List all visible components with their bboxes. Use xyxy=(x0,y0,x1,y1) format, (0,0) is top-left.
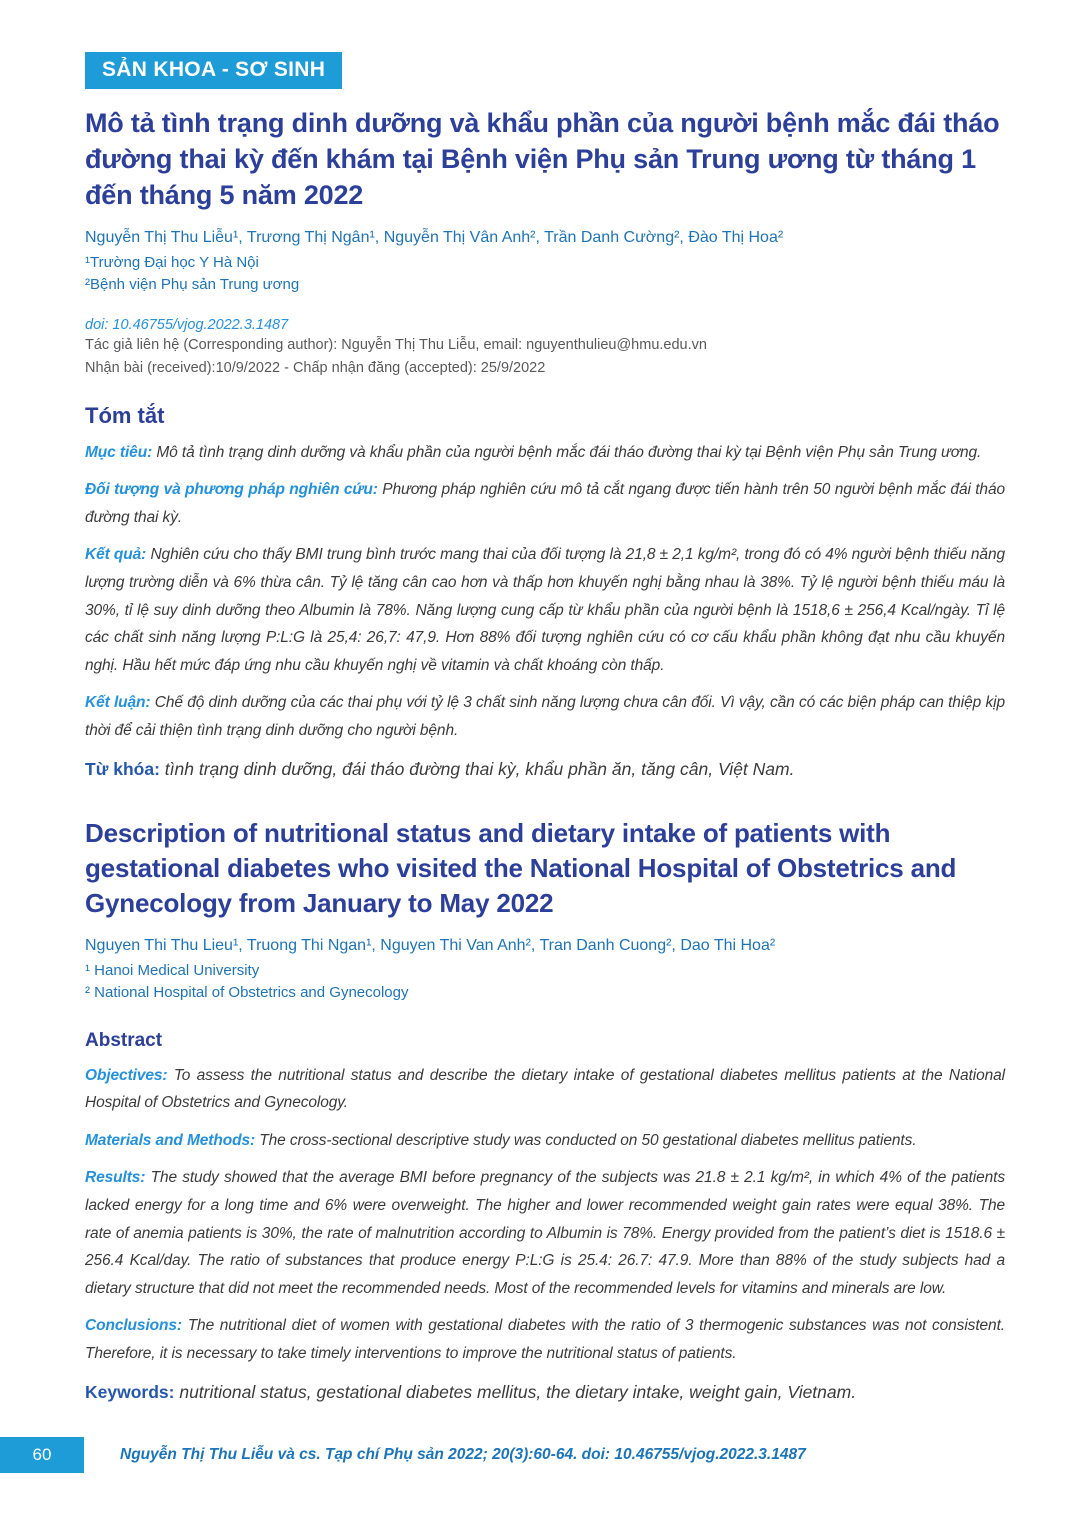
en-paragraph-results xyxy=(85,1164,1005,1302)
en-text-conclusions: The nutritional diet of women with gestational diabetes with the ratio of 3 thermogenic substances was not consistent. Therefore, it is necessary to take timely interventions to improve the nutritional status of patients. xyxy=(85,1317,1005,1362)
keywords-label-vietnamese: Từ khóa: xyxy=(85,759,160,780)
en-paragraph-methods xyxy=(85,1127,1005,1155)
abstract-heading-english: Abstract xyxy=(85,1029,163,1051)
vn-paragraph-objectives xyxy=(85,439,1005,467)
affiliations-english xyxy=(85,960,1005,1004)
vn-label-methods: Đối tượng và phương pháp nghiên cứu: xyxy=(85,481,378,499)
keywords-label-english: Keywords: xyxy=(85,1382,175,1403)
vn-paragraph-methods xyxy=(85,476,1005,531)
keywords-text-vietnamese: tình trạng dinh dưỡng, đái tháo đường thai kỳ, khẩu phần ăn, tăng cân, Việt Nam. xyxy=(164,759,795,780)
page-number-badge: 60 xyxy=(0,1437,84,1473)
footer-citation: Nguyễn Thị Thu Liễu và cs. Tạp chí Phụ sản 2022; 20(3):60-64. doi: 10.46755/vjog.2022.3.1487 xyxy=(120,1446,806,1463)
en-label-objectives: Objectives: xyxy=(85,1066,168,1084)
received-accepted-line: Nhận bài (received):10/9/2022 - Chấp nhận đăng (accepted): 25/9/2022 xyxy=(85,359,546,376)
authors-vietnamese: Nguyễn Thị Thu Liễu¹, Trương Thị Ngân¹, Nguyễn Thị Vân Anh², Trần Danh Cường², Đào Thị Hoa² xyxy=(85,228,784,246)
vn-text-conclusions: Chế độ dinh dưỡng của các thai phụ với tỷ lệ 3 chất sinh năng lượng chưa cân đối. Vì vậy, cần có các biện pháp can thiệp kịp thời để cải thiện tình trạng dinh dưỡng cho người bệnh. xyxy=(85,694,1005,739)
en-text-results: The study showed that the average BMI before pregnancy of the subjects was 21.8 ± 2.1 kg/m², in which 4% of the patients lacked energy for a long time and 6% were overweight. The higher and lower recommended weight gain rates were equal 38%. The rate of anemia patients is 30%, the rate of malnutrition according to Albumin is 78%. Energy provided from the patient’s diet is 1518.6 ± 256.4 Kcal/day. The ratio of substances that produce energy P:L:G is 25.4: 26.7: 47.9. More than 88% of the study subjects had a dietary structure that did not meet the recommended needs. Most of the recommended levels for vitamins and minerals are low. xyxy=(85,1169,1005,1297)
en-text-methods: The cross-sectional descriptive study was conducted on 50 gestational diabetes mellitus patients. xyxy=(259,1131,917,1149)
affiliation-2-vietnamese: ²Bệnh viện Phụ sản Trung ương xyxy=(85,275,300,293)
vn-paragraph-results xyxy=(85,541,1005,679)
vn-text-methods: Phương pháp nghiên cứu mô tả cắt ngang được tiến hành trên 50 người bệnh mắc đái tháo đường thai kỳ. xyxy=(85,481,1005,526)
vn-label-objectives: Mục tiêu: xyxy=(85,443,153,461)
en-label-methods: Materials and Methods: xyxy=(85,1131,256,1149)
keywords-text-english: nutritional status, gestational diabetes mellitus, the dietary intake, weight gain, Vietnam. xyxy=(179,1382,857,1403)
vn-label-results: Kết quả: xyxy=(85,546,147,564)
page-footer xyxy=(0,1437,1090,1473)
keywords-line-english xyxy=(85,1379,1005,1405)
en-text-objectives: To assess the nutritional status and describe the dietary intake of gestational diabetes mellitus patients at the National Hospital of Obstetrics and Gynecology. xyxy=(85,1066,1005,1112)
article-title-english: Description of nutritional status and dietary intake of patients with gestational diabetes who visited the National Hospital of Obstetrics and Gynecology from January to May 2022 xyxy=(85,817,957,919)
doi-link: doi: 10.46755/vjog.2022.3.1487 xyxy=(85,316,289,333)
vn-text-objectives: Mô tả tình trạng dinh dưỡng và khẩu phần của người bệnh mắc đái tháo đường thai kỳ tại Bệnh viện Phụ sản Trung ương. xyxy=(156,443,982,461)
en-label-conclusions: Conclusions: xyxy=(85,1317,182,1335)
corresponding-author-line: Tác giả liên hệ (Corresponding author): Nguyễn Thị Thu Liễu, email: nguyenthulieu@hmu.edu.vn xyxy=(85,336,707,353)
en-paragraph-objectives xyxy=(85,1062,1005,1117)
vn-paragraph-conclusions xyxy=(85,689,1005,744)
abstract-heading-vietnamese: Tóm tắt xyxy=(85,402,165,428)
affiliation-1-vietnamese: ¹Trường Đại học Y Hà Nội xyxy=(85,254,259,272)
en-paragraph-conclusions xyxy=(85,1312,1005,1367)
affiliation-1-english: ¹ Hanoi Medical University xyxy=(85,962,260,980)
affiliation-2-english: ² National Hospital of Obstetrics and Gynecology xyxy=(85,983,409,1001)
affiliations-vietnamese xyxy=(85,252,1005,296)
vn-text-results: Nghiên cứu cho thấy BMI trung bình trước mang thai của đối tượng là 21,8 ± 2,1 kg/m², trong đó có 4% người bệnh thiếu năng lượng trường diễn và 6% thừa cân. Tỷ lệ tăng cân cao hơn và thấp hơn khuyến nghị bằng nhau là 38%. Tỷ lệ người bệnh thiếu máu là 30%, tỉ lệ suy dinh dưỡng theo Albumin là 78%. Năng lượng cung cấp từ khẩu phần của người bệnh là 1518,6 ± 256,4 Kcal/ngày. Tỉ lệ các chất sinh năng lượng P:L:G là 25,4: 26,7: 47,9. Hơn 88% đối tượng nghiên cứu có cơ cấu khẩu phần không đạt nhu cầu khuyến nghị. Hầu hết mức đáp ứng nhu cầu khuyến nghị về vitamin và chất khoáng còn thấp. xyxy=(85,546,1005,674)
authors-english: Nguyen Thi Thu Lieu¹, Truong Thi Ngan¹, Nguyen Thi Van Anh², Tran Danh Cuong², Dao Thi Hoa² xyxy=(85,936,776,954)
keywords-line-vietnamese xyxy=(85,756,1005,782)
vn-label-conclusions: Kết luận: xyxy=(85,694,151,712)
article-title-vietnamese: Mô tả tình trạng dinh dưỡng và khẩu phần của người bệnh mắc đái tháo đường thai kỳ đến khám tại Bệnh viện Phụ sản Trung ương từ tháng 1 đến tháng 5 năm 2022 xyxy=(85,108,1000,210)
en-label-results: Results: xyxy=(85,1169,146,1187)
section-category-badge: SẢN KHOA - SƠ SINH xyxy=(85,52,342,89)
